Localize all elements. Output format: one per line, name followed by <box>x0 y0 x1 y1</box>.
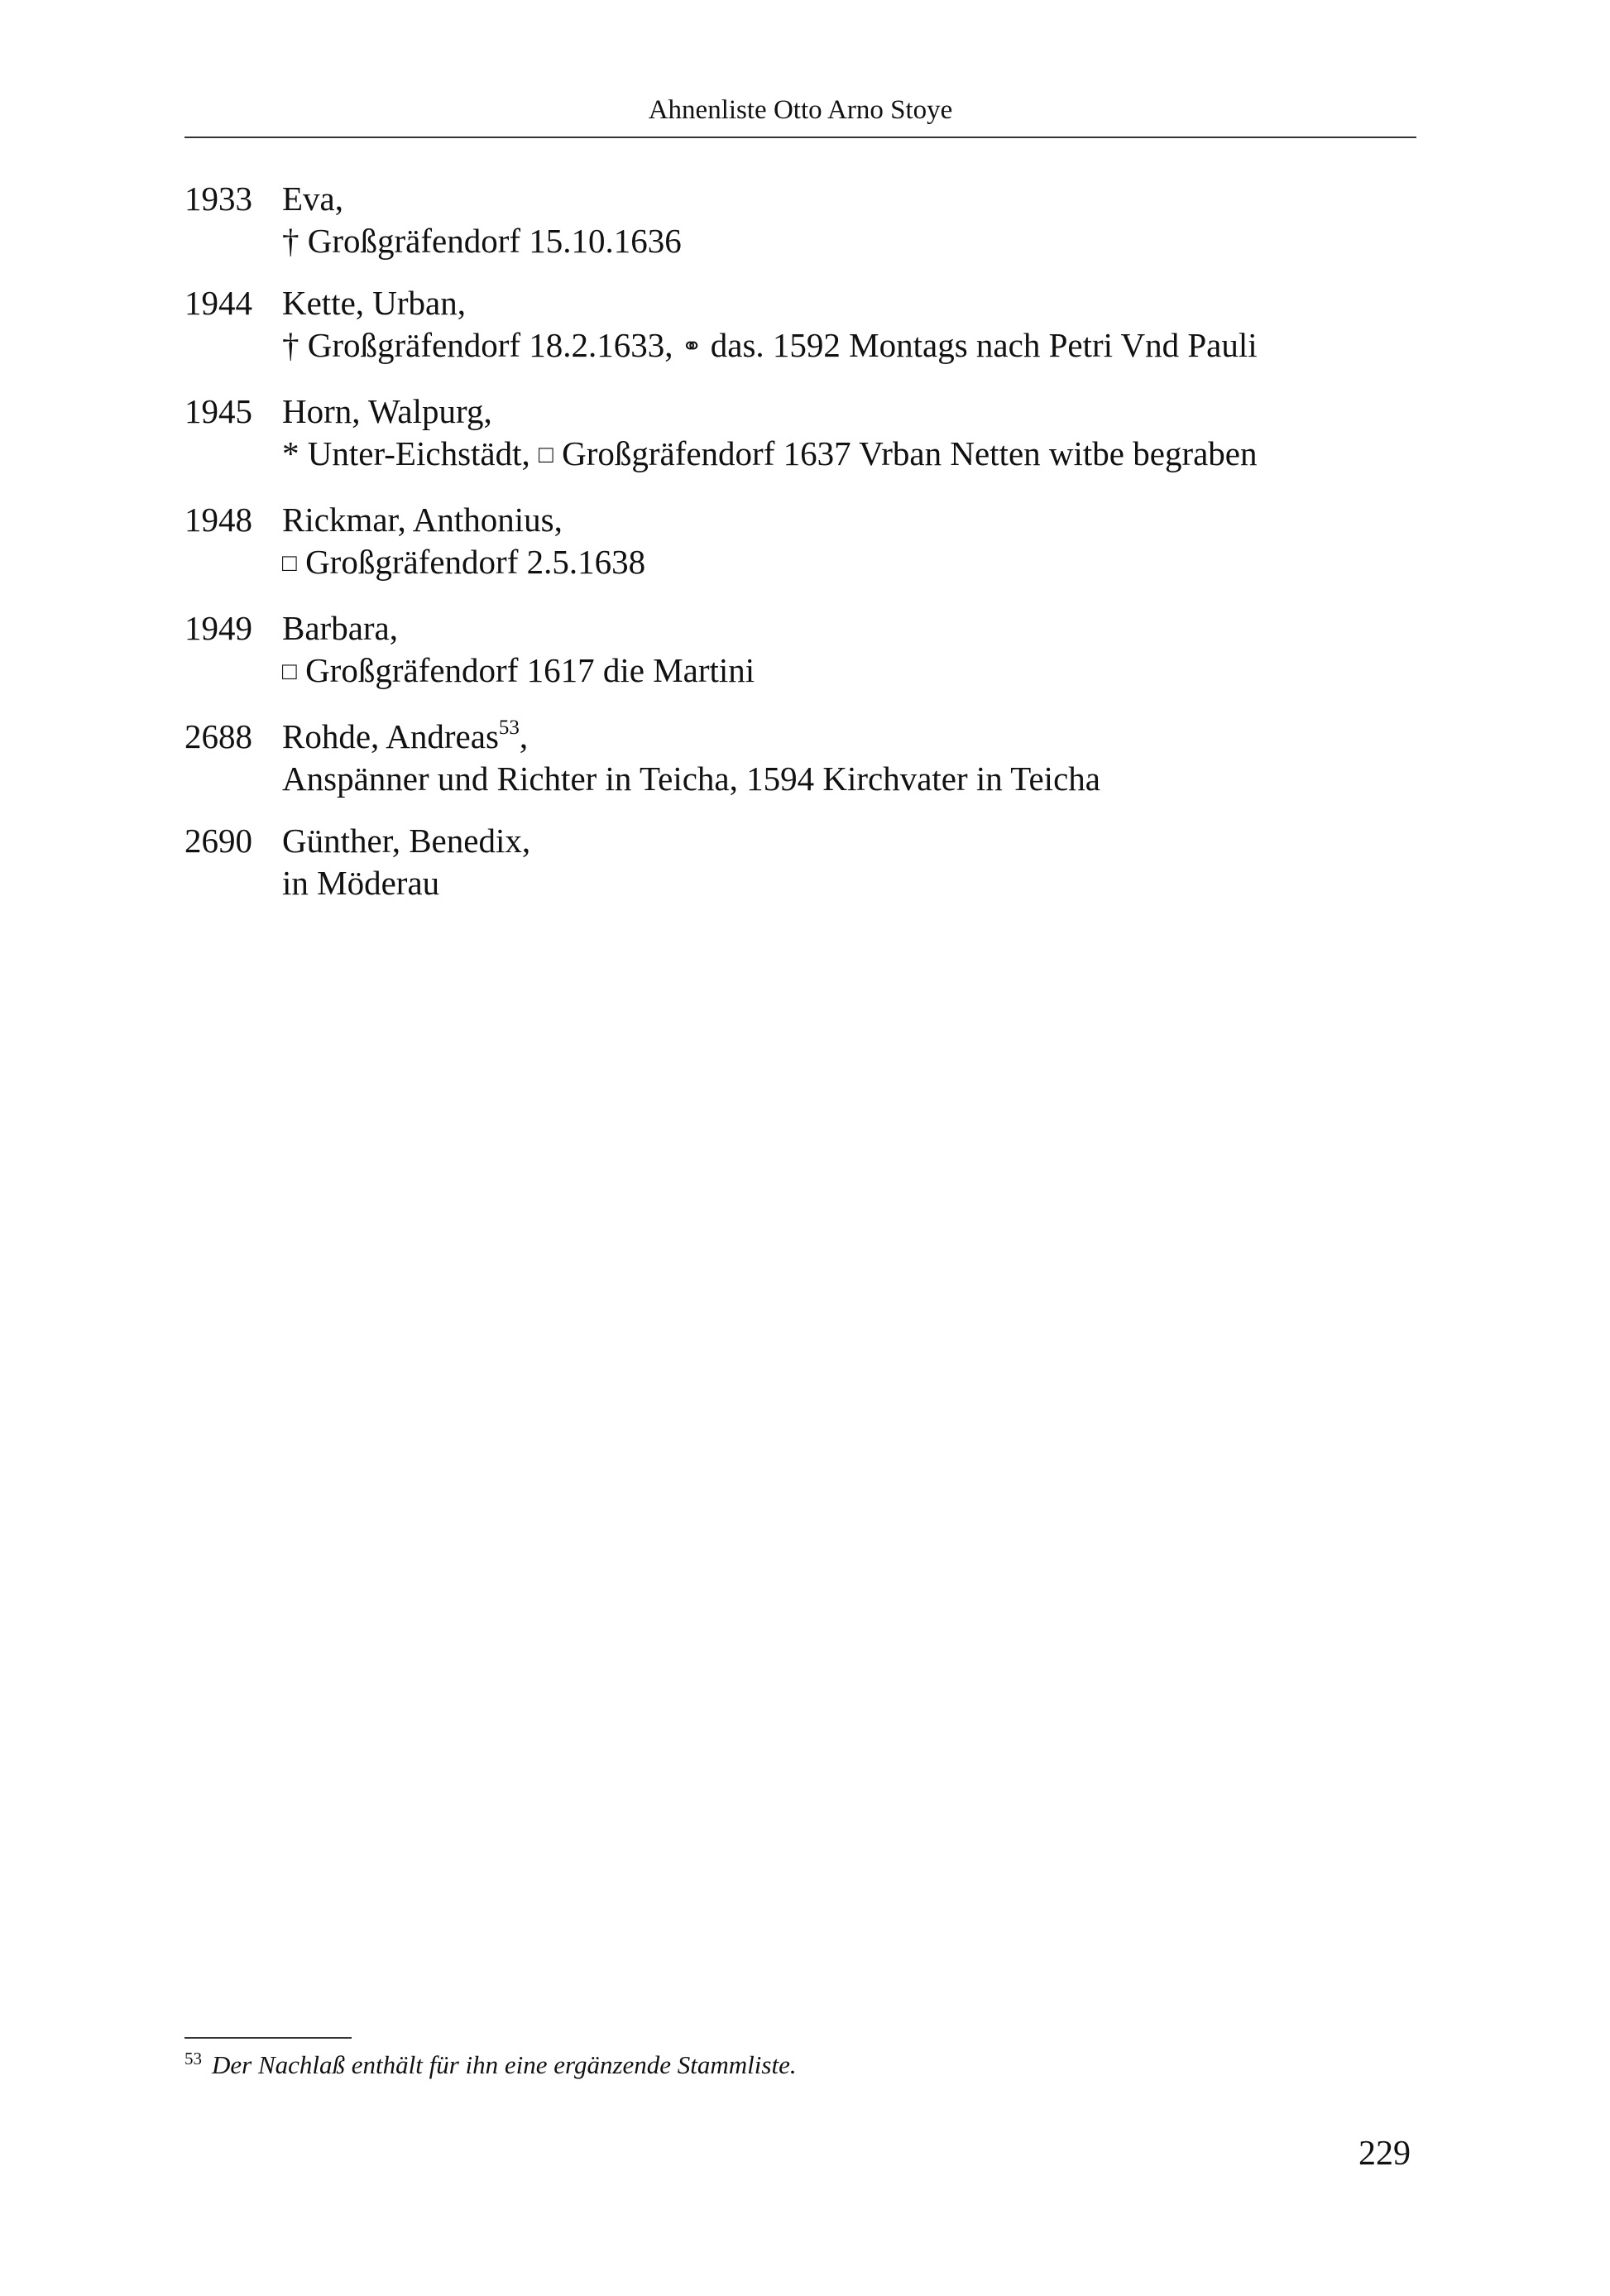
name-text: Rohde, Andreas <box>282 717 499 755</box>
running-header-title: Ahnenliste Otto Arno Stoye <box>648 95 953 125</box>
ancestor-number: 2688 <box>184 717 252 755</box>
ancestor-name: Barbara, <box>282 609 398 647</box>
footnote-number: 53 <box>184 2048 202 2068</box>
ancestor-detail <box>282 541 1416 587</box>
footnote-separator-rule <box>184 2037 352 2039</box>
footnote-text: Der Nachlaß enthält für ihn eine ergänzende Stammliste. <box>212 2050 797 2079</box>
header-rule <box>184 137 1416 138</box>
detail-text: Großgräfendorf 2.5.1638 <box>296 543 646 581</box>
ancestor-name: Günther, Benedix, <box>282 822 531 860</box>
ancestor-number: 1944 <box>184 284 252 322</box>
ancestor-number: 2690 <box>184 822 252 860</box>
ancestor-detail <box>282 433 1416 479</box>
ancestor-detail: Anspänner und Richter in Teicha, 1594 Kirchvater in Teicha <box>282 760 1100 798</box>
ancestor-entry <box>184 282 1416 371</box>
ancestor-number: 1949 <box>184 609 252 647</box>
footnote <box>184 2049 797 2082</box>
ancestor-list <box>184 178 1416 924</box>
footnote-reference-link[interactable]: 53 <box>498 717 520 740</box>
ancestor-number: 1948 <box>184 501 252 539</box>
ancestor-name: Horn, Walpurg, <box>282 392 492 430</box>
detail-text: Großgräfendorf 1637 Vrban Netten witbe begraben <box>553 434 1258 472</box>
ancestor-name: Rickmar, Anthonius, <box>282 501 563 539</box>
burial-square-icon: □ <box>539 442 553 468</box>
detail-text: * Unter-Eichstädt, <box>282 434 539 472</box>
ancestor-entry <box>184 716 1416 800</box>
burial-square-icon: □ <box>282 659 297 685</box>
ancestor-entry <box>184 178 1416 262</box>
ancestor-name: Kette, Urban, <box>282 284 466 322</box>
detail-text: † Großgräfendorf 18.2.1633, <box>282 326 682 364</box>
ancestor-detail: in Möderau <box>282 864 440 902</box>
detail-text: Großgräfendorf 1617 die Martini <box>296 651 755 689</box>
burial-square-icon: □ <box>282 550 297 577</box>
ancestor-detail: † Großgräfendorf 15.10.1636 <box>282 222 682 260</box>
ancestor-entry <box>184 391 1416 479</box>
ancestor-entry <box>184 607 1416 696</box>
marriage-rings-icon: ⚭ <box>681 333 702 360</box>
ancestor-detail <box>282 324 1416 371</box>
ancestor-detail <box>282 649 1416 696</box>
ancestor-number: 1933 <box>184 180 252 218</box>
ancestor-number: 1945 <box>184 392 252 430</box>
name-suffix: , <box>519 717 529 755</box>
ancestor-entry <box>184 820 1416 904</box>
ancestor-entry <box>184 499 1416 587</box>
page-number: 229 <box>1358 2135 1411 2173</box>
ancestor-name: Eva, <box>282 180 343 218</box>
ancestor-name <box>282 716 1416 758</box>
detail-text: das. 1592 Montags nach Petri Vnd Pauli <box>702 326 1258 364</box>
